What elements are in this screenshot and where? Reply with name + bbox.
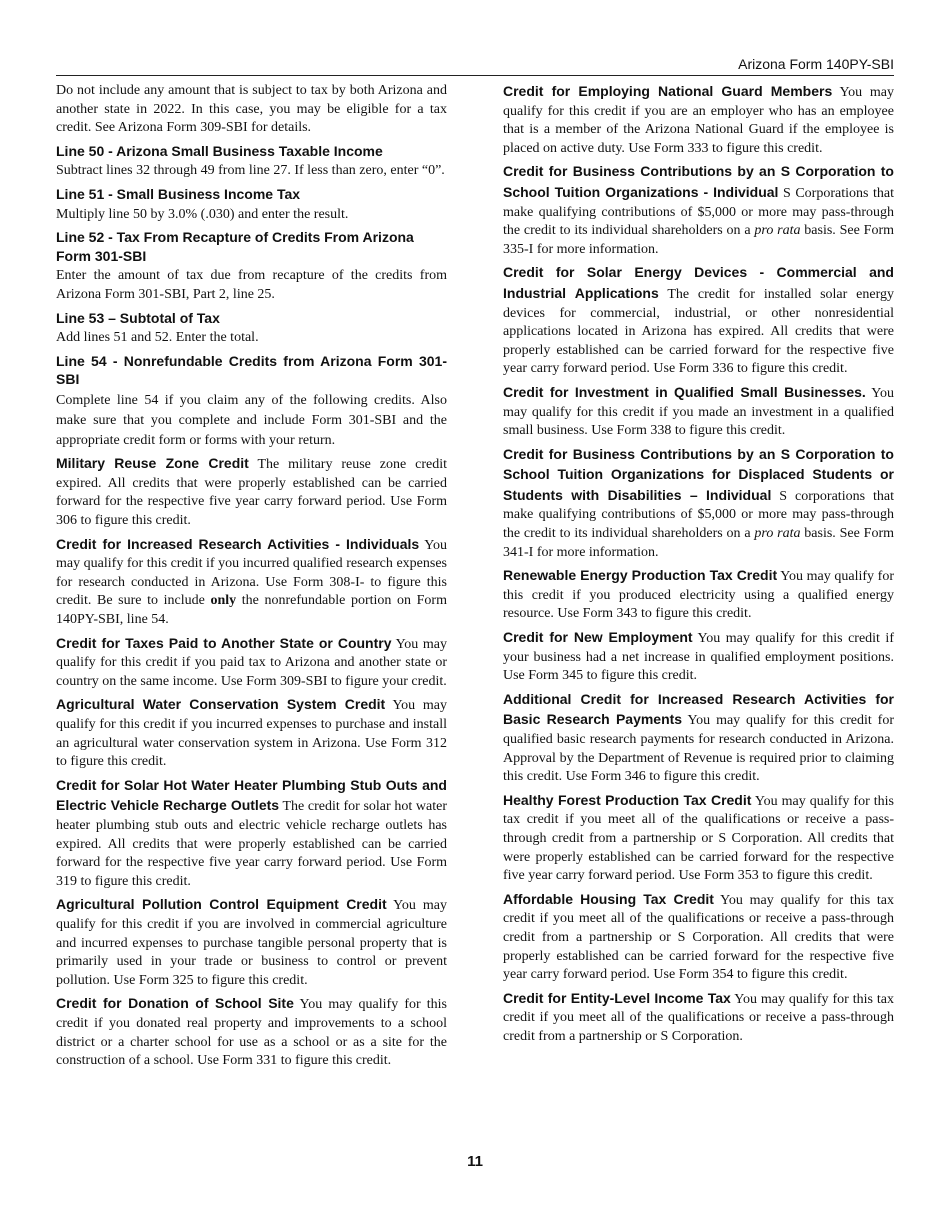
credit-heading: Credit for Business Contributions by an S Corporation to School Tuition Organizations for Displaced Students or Students with Disabilities – Individual	[503, 445, 894, 503]
credit-text: The credit for installed solar energy devices for commercial, industrial, or other nonresidential applications located in Arizona has expired. All credits that were properly established can be carried forward for the respective five year carry forward period. Use Form 336 to figure this credit.	[503, 286, 894, 377]
credit-agricultural-pollution	[56, 895, 447, 990]
credit-text: You may qualify for this credit if you made an investment in a qualified small business. Use Form 338 to figure this credit.	[503, 385, 894, 439]
credit-text: basis. See Form 341-I for more information.	[503, 526, 894, 560]
credit-text: You may qualify for this credit if you produced electricity using a qualified energy resource. Use Form 343 to figure this credit.	[503, 569, 894, 622]
emphasis-only: only	[210, 593, 237, 609]
line-54-heading: Line 54 - Nonrefundable Credits from Arizona Form 301-SBI	[56, 352, 447, 388]
credit-new-employment	[503, 628, 894, 686]
credit-text: basis. See Form 335-I for more information.	[503, 223, 894, 257]
credit-research-individuals	[56, 535, 447, 630]
line-50-text: Subtract lines 32 through 49 from line 27. If less than zero, enter “0”.	[56, 163, 445, 179]
credit-small-business-investment	[503, 383, 894, 441]
credit-text: The credit for solar hot water heater plumbing stub outs and electric vehicle recharge outlets has expired. All credits that were properly established can be carried forward for the respective five year carry forward period. Use Form 319 to figure this credit.	[56, 799, 447, 889]
form-title: Arizona Form 140PY-SBI	[738, 56, 894, 72]
credit-text: S corporations that make qualifying contributions of $5,000 or more may pass-through the credit to its individual shareholders on a	[503, 488, 894, 542]
credit-heading: Credit for Business Contributions by an S Corporation to School Tuition Organizations - Individual	[503, 163, 894, 200]
page-header	[56, 55, 894, 76]
credit-heading: Credit for Solar Energy Devices - Commercial and Industrial Applications	[503, 264, 894, 301]
credit-s-corp-sto	[503, 162, 894, 259]
page-number: 11	[467, 1153, 483, 1170]
credit-renewable-energy	[503, 566, 894, 624]
credit-heading: Credit for Taxes Paid to Another State or Country	[56, 634, 392, 651]
right-column	[503, 82, 894, 1051]
credit-heading: Credit for New Employment	[503, 629, 693, 646]
line-52-heading: Line 52 - Tax From Recapture of Credits From Arizona Form 301-SBI	[56, 229, 414, 264]
credit-basic-research	[503, 690, 894, 787]
credit-heading: Credit for Investment in Qualified Small Businesses.	[503, 383, 866, 400]
credit-text: the nonrefundable portion on Form 140PY-SBI, line 54.	[56, 593, 447, 628]
credit-entity-level-tax	[503, 989, 894, 1047]
credit-heading: Agricultural Water Conservation System Credit	[56, 696, 386, 713]
credit-heading: Credit for Solar Hot Water Heater Plumbing Stub Outs and Electric Vehicle Recharge Outlets	[56, 776, 447, 814]
credit-healthy-forest	[503, 791, 894, 886]
credit-text: The military reuse zone credit expired. All credits that were properly established can be carried forward for the respective five year carry forward period. Use Form 306 to figure this credit.	[56, 457, 448, 529]
credit-text: You may qualify for this tax credit if you meet all of the qualifications or receive a pass-through credit from a partnership or S Corporation. All credits that were properly established can be carried forward for the respective five year carry forward period. Use Form 353 to figure this credit.	[503, 793, 894, 884]
credit-agricultural-water	[56, 695, 447, 771]
credit-heading: Renewable Energy Production Tax Credit	[503, 567, 778, 584]
credit-text: You may qualify for this credit if you incurred expenses to purchase and install an agricultural water conservation system in Arizona. Use Form 312 to figure this credit.	[56, 698, 448, 770]
credit-text: You may qualify for this credit for qualified basic research payments for research conducted in Arizona. Approval by the Department of Revenue is required prior to claiming this credit. Use Form 346 to figure this credit.	[503, 713, 895, 785]
pro-rata-italic: pro rata	[754, 223, 801, 239]
credit-affordable-housing	[503, 890, 894, 985]
intro-paragraph: Do not include any amount that is subject to tax by both Arizona and another state in 2022. In this case, you may be eligible for a tax credit. See Arizona Form 309-SBI for details.	[56, 83, 447, 136]
credit-heading: Credit for Entity-Level Income Tax	[503, 989, 731, 1006]
credit-text: You may qualify for this credit if you donated real property and improvements to a school district or a charter school for use as a school or as a site for the construction of a school. Use Form 331 to figure this credit.	[56, 997, 448, 1069]
credit-heading: Credit for Increased Research Activities - Individuals	[56, 535, 420, 552]
line-51-heading: Line 51 - Small Business Income Tax	[56, 185, 301, 202]
credit-national-guard	[503, 82, 894, 158]
credit-text: You may qualify for this credit if you are an employer who has an employee that is a member of the Arizona National Guard if the employee is placed on active duty. Use Form 333 to figure this credit.	[503, 85, 895, 156]
pro-rata-italic: pro rata	[754, 526, 801, 542]
credit-heading: Affordable Housing Tax Credit	[503, 890, 714, 907]
credit-text: You may qualify for this tax credit if you meet all of the qualifications or receive a pass-through credit from a partnership or S Corporation. All credits that were properly established can be carried forward for the respective five year carry forward period. Use Form 354 to figure this credit.	[503, 892, 894, 983]
line-51-text: Multiply line 50 by 3.0% (.030) and enter the result.	[56, 206, 349, 222]
credit-heading: Credit for Employing National Guard Members	[503, 83, 833, 99]
credit-solar-energy-devices	[503, 263, 894, 379]
credit-text: You may qualify for this credit if you are involved in commercial agriculture and incurred expenses to purchase tangible personal property that is primarily used in your trade or business to control or prevent pollution. Use Form 325 to figure this credit.	[56, 898, 448, 988]
credit-solar-hot-water	[56, 776, 447, 892]
credit-text: You may qualify for this credit if you paid tax to Arizona and another state or country on the same income. Use Form 309-SBI to figure your credit.	[56, 636, 448, 689]
credit-heading: Military Reuse Zone Credit	[56, 455, 249, 472]
credit-heading: Agricultural Pollution Control Equipment Credit	[56, 896, 387, 913]
credit-heading: Healthy Forest Production Tax Credit	[503, 791, 752, 808]
line-53-heading: Line 53 – Subtotal of Tax	[56, 309, 220, 326]
credit-heading: Credit for Donation of School Site	[56, 995, 294, 1012]
credit-text: You may qualify for this tax credit if you meet all of the qualifications or receive a pass-through credit from a partnership or S Corporation.	[503, 991, 894, 1044]
credit-school-site	[56, 994, 447, 1070]
left-column	[56, 82, 447, 1075]
line-53-text: Add lines 51 and 52. Enter the total.	[56, 330, 259, 346]
line-50-heading: Line 50 - Arizona Small Business Taxable Income	[56, 142, 383, 159]
credit-text: You may qualify for this credit if you incurred qualified research expenses for research conducted in Arizona. Use Form 308-I- to figure this credit. Be sure to include	[56, 537, 447, 609]
credit-taxes-paid	[56, 634, 447, 692]
line-52-text: Enter the amount of tax due from recapture of the credits from Arizona Form 301-SBI, Part 2, line 25.	[56, 268, 447, 302]
credit-heading: Additional Credit for Increased Research Activities for Basic Research Payments	[503, 690, 894, 728]
credit-text: You may qualify for this credit if your business had a net increase in qualified employment positions. Use Form 345 to figure this credit.	[503, 631, 894, 684]
line-54-text: Complete line 54 if you claim any of the following credits. Also make sure that you complete and include Form 301-SBI and the appropriate credit form or forms with your return.	[56, 392, 447, 448]
credit-s-corp-displaced-students	[503, 445, 894, 563]
credit-text: S Corporations that make qualifying contributions of $5,000 or more may pass-through the credit to its individual shareholders on a	[503, 185, 895, 239]
credit-military-reuse	[56, 454, 447, 530]
